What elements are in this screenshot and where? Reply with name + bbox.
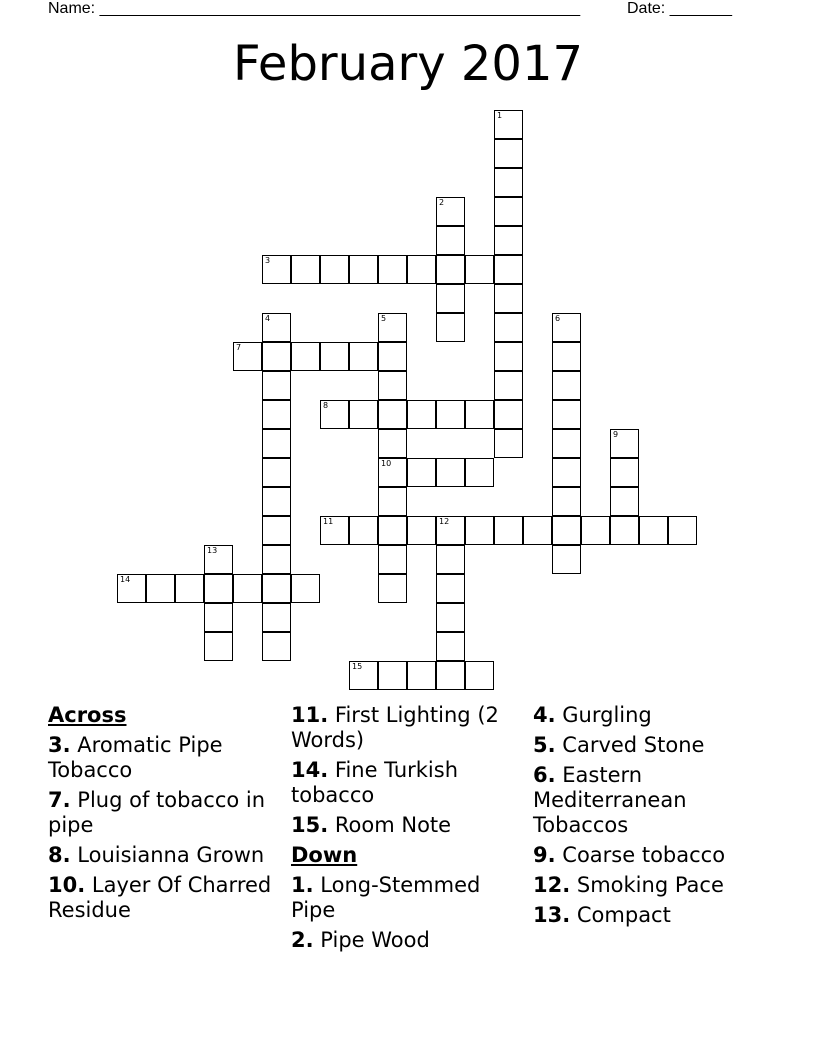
grid-cell[interactable] <box>378 400 407 429</box>
clue-column-2 <box>291 703 521 958</box>
grid-cell[interactable] <box>117 574 146 603</box>
grid-cell[interactable] <box>436 284 465 313</box>
grid-cell[interactable] <box>494 313 523 342</box>
grid-cell[interactable] <box>262 574 291 603</box>
down-clue: 12. Smoking Pace <box>533 873 724 897</box>
clue-number: 4 <box>265 314 271 323</box>
down-clue: 4. Gurgling <box>533 703 652 727</box>
grid-cell[interactable] <box>349 400 378 429</box>
grid-cell[interactable] <box>262 342 291 371</box>
grid-cell[interactable] <box>320 342 349 371</box>
grid-cell[interactable] <box>465 255 494 284</box>
grid-cell[interactable] <box>262 255 291 284</box>
grid-cell[interactable] <box>204 632 233 661</box>
grid-cell[interactable] <box>262 516 291 545</box>
clue-number: 3 <box>265 256 271 265</box>
grid-cell[interactable] <box>378 342 407 371</box>
grid-cell[interactable] <box>436 226 465 255</box>
across-clue: 10. Layer Of Charred Residue <box>48 873 272 922</box>
page-title: February 2017 <box>232 36 584 92</box>
grid-cell[interactable] <box>233 342 262 371</box>
clue-number: 2 <box>439 198 445 207</box>
grid-cell[interactable] <box>552 429 581 458</box>
grid-cell[interactable] <box>494 168 523 197</box>
clue-number: 6 <box>555 314 561 323</box>
grid-cell[interactable] <box>262 632 291 661</box>
grid-cell[interactable] <box>320 400 349 429</box>
across-heading: Across <box>48 703 127 727</box>
across-clue: 15. Room Note <box>291 813 452 837</box>
grid-cell[interactable] <box>175 574 204 603</box>
grid-cell[interactable] <box>552 545 581 574</box>
grid-cell[interactable] <box>436 574 465 603</box>
across-clue: 11. First Lighting (2 Words) <box>291 703 499 752</box>
grid-cell[interactable] <box>581 516 610 545</box>
name-field-label: Name: ______________________________________________________ <box>48 0 581 17</box>
grid-cell[interactable] <box>465 516 494 545</box>
grid-cell[interactable] <box>610 429 639 458</box>
grid-cell[interactable] <box>407 516 436 545</box>
grid-cell[interactable] <box>436 632 465 661</box>
grid-cell[interactable] <box>494 342 523 371</box>
grid-cell[interactable] <box>378 574 407 603</box>
grid-cell[interactable] <box>407 458 436 487</box>
across-clue: 7. Plug of tobacco in pipe <box>48 788 266 837</box>
grid-cell[interactable] <box>494 197 523 226</box>
clue-number: 13 <box>207 546 218 555</box>
down-clue: 9. Coarse tobacco <box>533 843 726 867</box>
clue-number: 7 <box>236 343 242 352</box>
clue-column-1 <box>48 703 278 928</box>
down-clue: 6. Eastern Mediterranean Tobaccos <box>533 763 687 837</box>
grid-cell[interactable] <box>639 516 668 545</box>
grid-cell[interactable] <box>552 313 581 342</box>
across-clue: 8. Louisianna Grown <box>48 843 265 867</box>
across-clue: 14. Fine Turkish tobacco <box>291 758 459 807</box>
grid-cell[interactable] <box>349 255 378 284</box>
clue-number: 5 <box>381 314 387 323</box>
grid-cell[interactable] <box>552 458 581 487</box>
grid-cell[interactable] <box>262 458 291 487</box>
grid-cell[interactable] <box>320 255 349 284</box>
grid-cell[interactable] <box>407 400 436 429</box>
grid-cell[interactable] <box>494 110 523 139</box>
grid-cell[interactable] <box>610 516 639 545</box>
grid-cell[interactable] <box>378 458 407 487</box>
grid-cell[interactable] <box>349 342 378 371</box>
grid-cell[interactable] <box>262 371 291 400</box>
grid-cell[interactable] <box>262 487 291 516</box>
clue-number: 8 <box>323 401 329 410</box>
grid-cell[interactable] <box>349 516 378 545</box>
grid-cell[interactable] <box>465 661 494 690</box>
grid-cell[interactable] <box>291 574 320 603</box>
grid-cell[interactable] <box>436 313 465 342</box>
grid-cell[interactable] <box>494 226 523 255</box>
grid-cell[interactable] <box>494 139 523 168</box>
grid-cell[interactable] <box>262 400 291 429</box>
down-heading: Down <box>291 843 358 867</box>
grid-cell[interactable] <box>291 255 320 284</box>
clue-number: 10 <box>381 459 392 468</box>
grid-cell[interactable] <box>552 400 581 429</box>
grid-cell[interactable] <box>262 313 291 342</box>
grid-cell[interactable] <box>552 516 581 545</box>
grid-cell[interactable] <box>494 284 523 313</box>
grid-cell[interactable] <box>610 458 639 487</box>
grid-cell[interactable] <box>378 371 407 400</box>
grid-cell[interactable] <box>378 661 407 690</box>
grid-cell[interactable] <box>378 255 407 284</box>
grid-cell[interactable] <box>378 429 407 458</box>
grid-cell[interactable] <box>378 313 407 342</box>
grid-cell[interactable] <box>494 429 523 458</box>
grid-cell[interactable] <box>407 255 436 284</box>
grid-cell[interactable] <box>378 545 407 574</box>
grid-cell[interactable] <box>262 603 291 632</box>
clue-number: 9 <box>613 430 619 439</box>
down-clue: 13. Compact <box>533 903 671 927</box>
grid-cell[interactable] <box>436 255 465 284</box>
grid-cell[interactable] <box>204 603 233 632</box>
date-field-label: Date: _______ <box>627 0 732 17</box>
grid-cell[interactable] <box>262 429 291 458</box>
clue-number: 12 <box>439 517 450 526</box>
grid-cell[interactable] <box>552 487 581 516</box>
grid-cell[interactable] <box>494 255 523 284</box>
grid-cell[interactable] <box>465 400 494 429</box>
clue-number: 14 <box>120 575 131 584</box>
grid-cell[interactable] <box>291 342 320 371</box>
grid-cell[interactable] <box>262 545 291 574</box>
grid-cell[interactable] <box>494 516 523 545</box>
clue-number: 1 <box>497 111 503 120</box>
grid-cell[interactable] <box>436 516 465 545</box>
grid-cell[interactable] <box>523 516 552 545</box>
grid-cell[interactable] <box>668 516 697 545</box>
grid-cell[interactable] <box>552 371 581 400</box>
grid-cell[interactable] <box>494 371 523 400</box>
grid-cell[interactable] <box>436 400 465 429</box>
grid-cell[interactable] <box>320 516 349 545</box>
grid-cell[interactable] <box>146 574 175 603</box>
grid-cell[interactable] <box>233 574 262 603</box>
grid-cell[interactable] <box>436 603 465 632</box>
grid-cell[interactable] <box>465 458 494 487</box>
clue-number: 11 <box>323 517 334 526</box>
grid-cell[interactable] <box>204 545 233 574</box>
grid-cell[interactable] <box>349 661 378 690</box>
grid-cell[interactable] <box>610 487 639 516</box>
grid-cell[interactable] <box>436 661 465 690</box>
grid-cell[interactable] <box>552 342 581 371</box>
grid-cell[interactable] <box>204 574 233 603</box>
clue-number: 15 <box>352 662 363 671</box>
down-clue: 5. Carved Stone <box>533 733 705 757</box>
grid-cell[interactable] <box>407 661 436 690</box>
grid-cell[interactable] <box>494 400 523 429</box>
down-clue: 2. Pipe Wood <box>291 928 430 952</box>
grid-cell[interactable] <box>436 458 465 487</box>
grid-cell[interactable] <box>378 516 407 545</box>
grid-cell[interactable] <box>436 197 465 226</box>
down-clue: 1. Long-Stemmed Pipe <box>291 873 481 922</box>
grid-cell[interactable] <box>436 545 465 574</box>
grid-cell[interactable] <box>378 487 407 516</box>
across-clue: 3. Aromatic Pipe Tobacco <box>48 733 223 782</box>
clue-column-3 <box>533 703 763 933</box>
